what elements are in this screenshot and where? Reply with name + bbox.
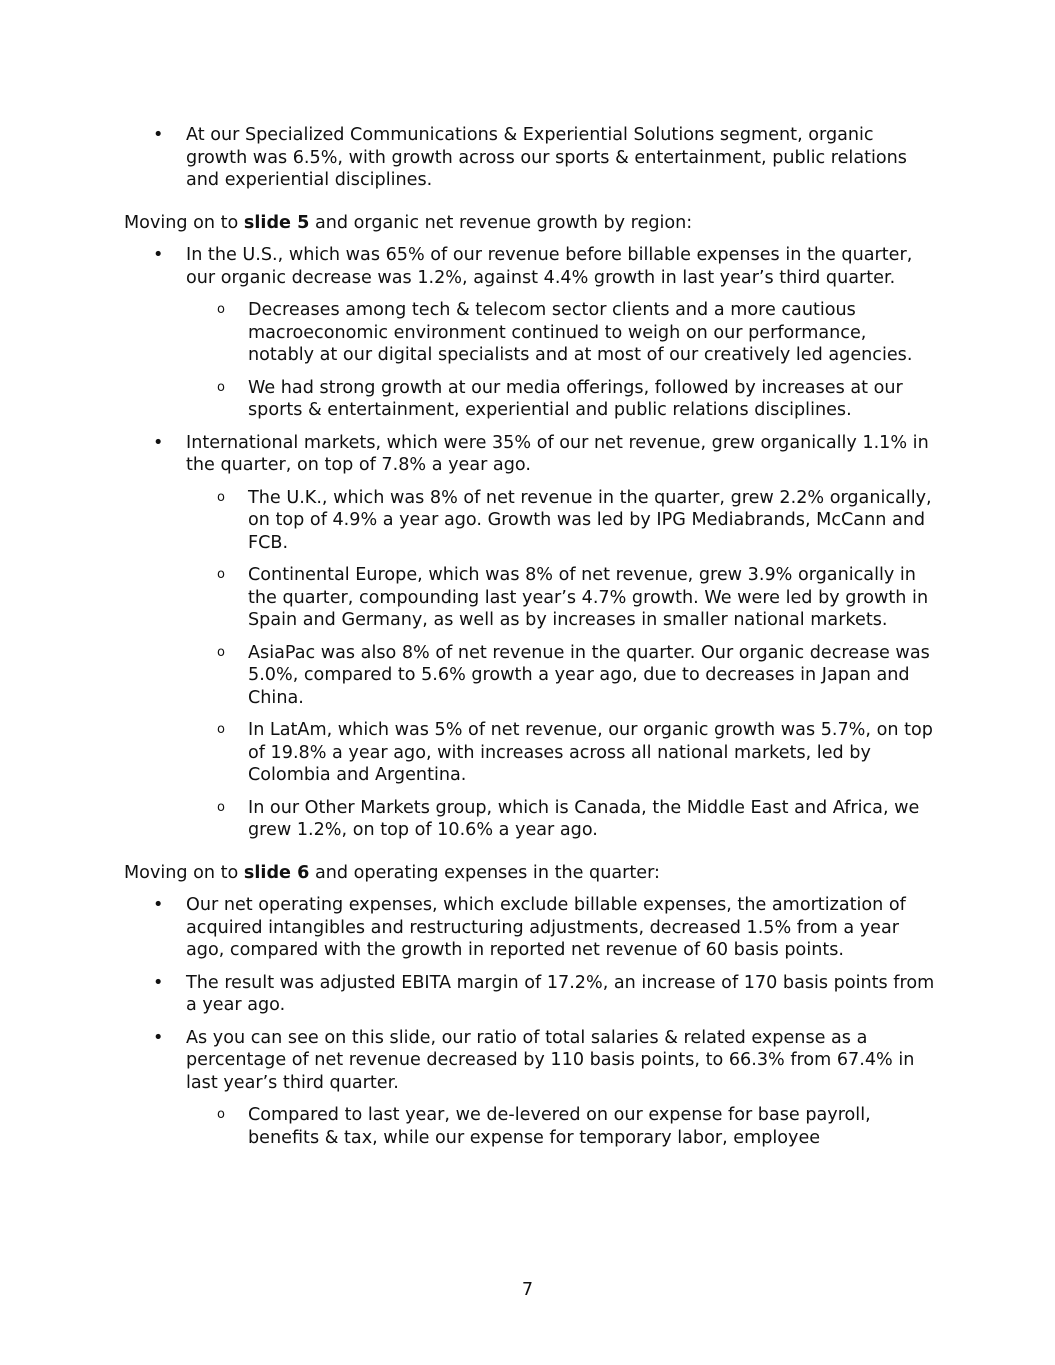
page-body: [124, 124, 936, 1149]
bullet-text: The result was adjusted EBITA margin of 17.2%, an increase of 170 basis points from a year ago.: [186, 972, 935, 1015]
bullet-text: At our Specialized Communications & Experiential Solutions segment, organic growth was 6.5%, with growth across our sports & entertainment, public relations and experiential disciplines.: [186, 125, 907, 190]
list-item-segment-growth: [124, 124, 936, 192]
page-number: 7: [521, 1280, 534, 1300]
region-list: [124, 244, 936, 842]
sub-bullet-icon: o: [217, 644, 225, 660]
slide5-intro: Moving on to slide 5 and organic net revenue growth by region:: [124, 212, 693, 233]
salaries-sub-list: [186, 1104, 936, 1149]
slide6-label: slide 6: [243, 862, 310, 883]
bullet-icon: •: [153, 245, 164, 265]
sub-bullet-icon: o: [217, 799, 225, 815]
bullet-icon: •: [153, 1027, 164, 1048]
sub-bullet-icon: o: [217, 379, 225, 395]
list-item-ebita-margin: [124, 972, 936, 1017]
bullet-text: In the U.S., which was 65% of our revenue before billable expenses in the quarter, our organic decrease was 1.2%, against 4.4% growth in last year’s third quarter.: [186, 245, 913, 288]
sub-bullet-icon: o: [217, 489, 225, 505]
international-sub-list: [186, 487, 936, 842]
sub-list-item: o Continental Europe, which was 8% of net revenue, grew 3.9% organically in the quarter, compounding last year’s 4.7% growth. We were led by growth in Spain and Germany, as well as by increases in smaller national markets.: [217, 565, 929, 630]
bullet-icon: •: [153, 895, 164, 915]
bullet-text: International markets, which were 35% of our net revenue, grew organically 1.1% in the quarter, on top of 7.8% a year ago.: [186, 432, 929, 475]
slide6-intro: Moving on to slide 6 and operating expenses in the quarter:: [124, 862, 660, 883]
sub-bullet-icon: o: [217, 567, 225, 582]
expenses-list: [124, 894, 936, 1149]
slide5-label: slide 5: [243, 212, 310, 233]
list-item-salaries-ratio: [124, 1027, 936, 1150]
sub-list-item: o Decreases among tech & telecom sector clients and a more cautious macroeconomic environment continued to weigh on our performance, notably at our digital specialists and at most of our creatively led agencies.: [217, 300, 913, 365]
sub-list-item: o We had strong growth at our media offerings, followed by increases at our sports & entertainment, experiential and public relations disciplines.: [217, 377, 903, 420]
sub-list-item: o Compared to last year, we de-levered on our expense for base payroll, benefits & tax, while our expense for temporary labor, employee: [217, 1105, 871, 1148]
list-item-operating-expenses: [124, 894, 936, 962]
sub-bullet-icon: o: [217, 1107, 225, 1122]
opening-list: [124, 124, 936, 192]
bullet-icon: •: [153, 432, 164, 453]
sub-list-item: o AsiaPac was also 8% of net revenue in the quarter. Our organic decrease was 5.0%, compared to 5.6% growth a year ago, due to decreases in Japan and China.: [217, 642, 930, 708]
bullet-text: Our net operating expenses, which exclude billable expenses, the amortization of acquired intangibles and restructuring adjustments, decreased 1.5% from a year ago, compared with the growth in reported net revenue of 60 basis points.: [186, 895, 906, 960]
sub-list-item: o In LatAm, which was 5% of net revenue, our organic growth was 5.7%, on top of 19.8% a year ago, with increases across all national markets, led by Colombia and Argentina.: [217, 720, 933, 785]
us-sub-list: [186, 299, 936, 422]
list-item-us: [124, 244, 936, 422]
bullet-icon: •: [153, 125, 164, 145]
sub-bullet-icon: o: [217, 722, 225, 737]
list-item-international: [124, 432, 936, 842]
bullet-text: As you can see on this slide, our ratio of total salaries & related expense as a percentage of net revenue decreased by 110 basis points, to 66.3% from 67.4% in last year’s third quarter.: [186, 1027, 915, 1093]
sub-bullet-icon: o: [217, 302, 225, 317]
sub-list-item: o In our Other Markets group, which is Canada, the Middle East and Africa, we grew 1.2%, on top of 10.6% a year ago.: [217, 797, 920, 840]
bullet-icon: •: [153, 972, 164, 993]
sub-list-item: o The U.K., which was 8% of net revenue in the quarter, grew 2.2% organically, on top of 4.9% a year ago. Growth was led by IPG Mediabrands, McCann and FCB.: [217, 487, 932, 553]
